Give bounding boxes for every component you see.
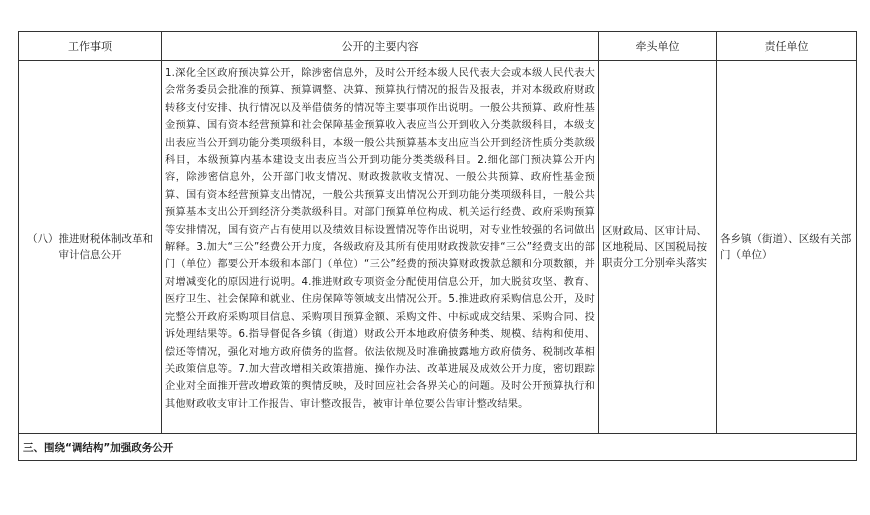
row-item: （八）推进财税体制改革和审计信息公开	[19, 61, 162, 434]
header-lead: 牵头单位	[599, 32, 717, 61]
row-lead: 区财政局、区审计局、区地税局、区国税局按职责分工分别牵头落实	[599, 61, 717, 434]
header-content: 公开的主要内容	[162, 32, 599, 61]
section-row	[19, 434, 857, 461]
section-title: 三、围绕“调结构”加强政务公开	[19, 434, 857, 461]
row-content: 1.深化全区政府预决算公开，除涉密信息外，及时公开经本级人民代表大会或本级人民代表大会常务委员会批准的预算、预算调整、决算、预算执行情况的报告及报表，并对本级政府财政转移支付安排、执行情况以及举借债务的情况等主要事项作出说明。一般公共预算、政府性基金预算、国有资本经营预算和社会保障基金预算收入表应当公开到收入分类款级科目，本级支出表应当公开到功能分类项级科目，本级一般公共预算基本支出应当公开到经济性质分类款级科目，本级预算内基本建设支出表应当公开到功能分类类级科目。2.细化部门预决算公开内容，除涉密信息外，公开部门收支情况、财政拨款收支情况、一般公共预算、政府性基金预算、国有资本经营预算支出情况，一般公共预算支出情况公开到功能分类项级科目，一般公共预算基本支出公开到经济分类款级科目。对部门预算单位构成、机关运行经费、政府采购预算等安排情况，国有资产占有使用以及绩效目标设置情况等作出说明，对专业性较强的名词做出解释。3.加大“三公”经费公开力度，各级政府及其所有使用财政拨款安排“三公”经费支出的部门（单位）都要公开本级和本部门（单位）“三公”经费的预决算财政拨款总额和分项数额，并对增减变化的原因进行说明。4.推进财政专项资金分配使用信息公开，加大脱贫攻坚、教育、医疗卫生、社会保障和就业、住房保障等领域支出情况公开。5.推进政府采购信息公开，及时完整公开政府采购项目信息、采购项目预算金额、采购文件、中标或成交结果、采购合同、投诉处理结果等。6.指导督促各乡镇（街道）财政公开本地政府债务种类、规模、结构和使用、偿还等情况，强化对地方政府债务的监督。依法依规及时准确披露地方政府债务、税制改革相关政策信息等。7.加大营改增相关政策措施、操作办法、改革进展及成效公开力度，密切跟踪企业对全面推开营改增政策的舆情反映，及时回应社会各界关心的问题。及时公开预算执行和其他财政收支审计工作报告、审计整改报告，被审计单位要公告审计整改结果。	[162, 61, 599, 434]
table-row	[19, 61, 857, 434]
row-responsible: 各乡镇（街道）、区级有关部门（单位）	[717, 61, 857, 434]
header-item: 工作事项	[19, 32, 162, 61]
table-header-row	[19, 32, 857, 61]
publicity-table	[18, 31, 857, 461]
document	[18, 31, 856, 461]
header-responsible: 责任单位	[717, 32, 857, 61]
